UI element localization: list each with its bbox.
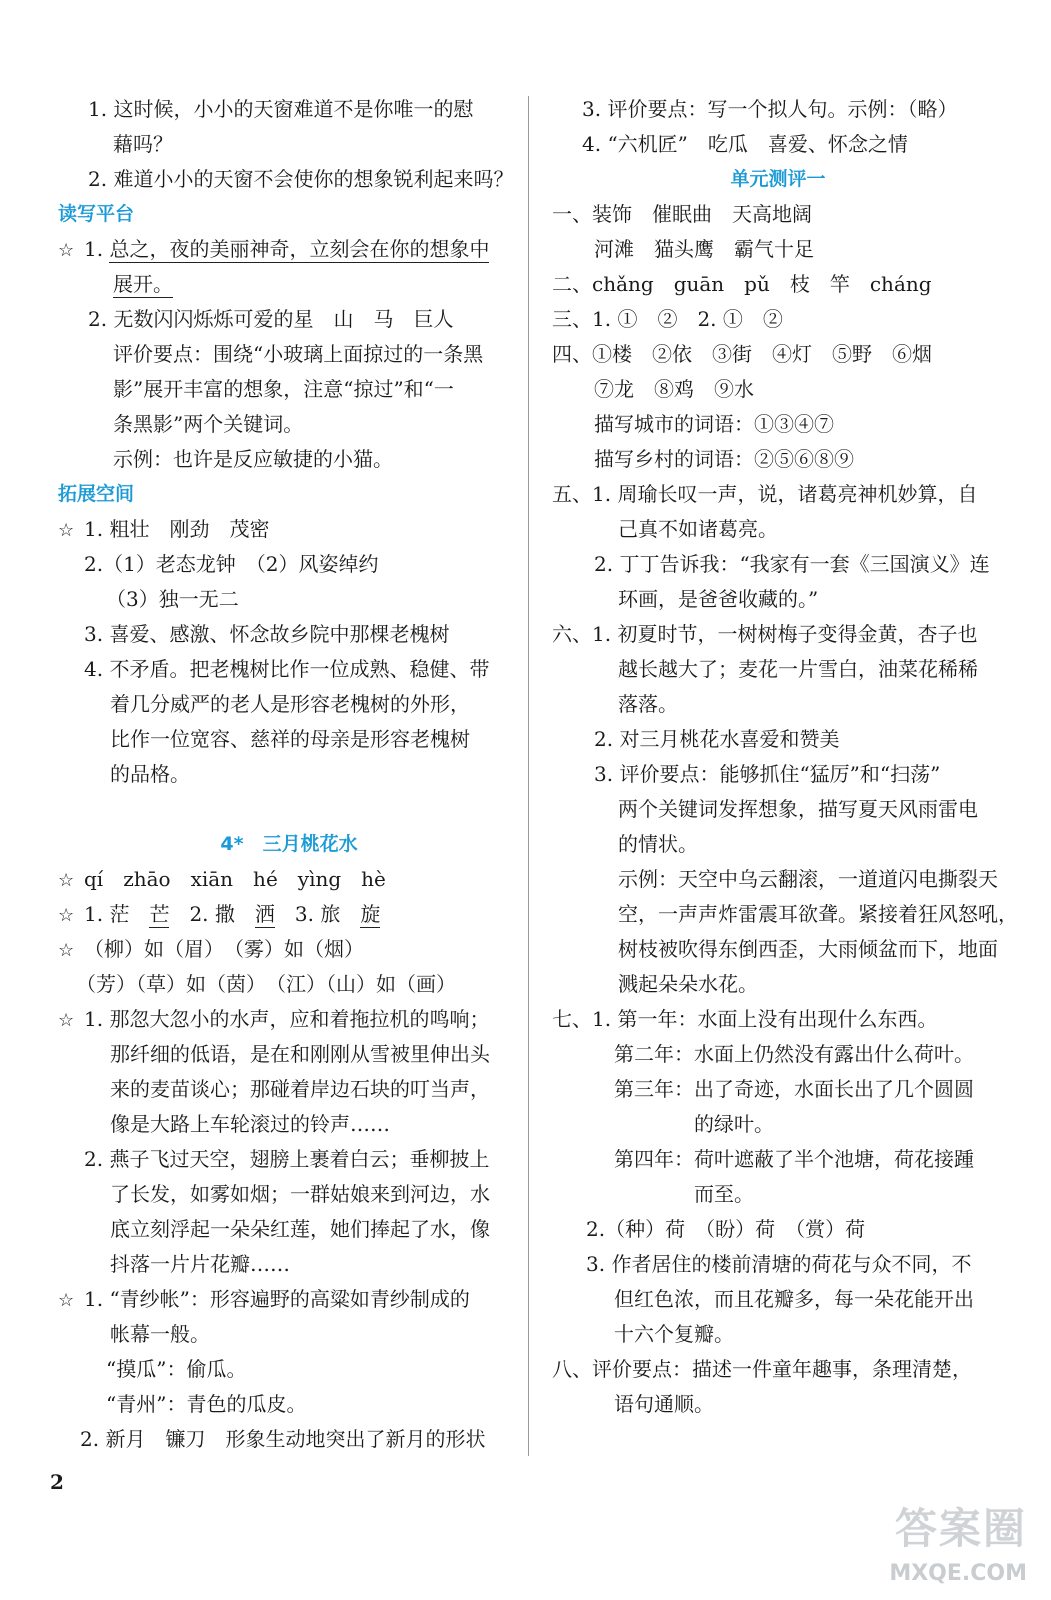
answer-line — [58, 1002, 520, 1037]
answer-line — [58, 442, 520, 477]
star-icon: ☆ — [58, 940, 75, 961]
line-text: 的情状。 — [618, 832, 698, 856]
line-text: 1. 这时候，小小的天窗难道不是你唯一的慰 — [88, 97, 474, 121]
line-text: 3. 评价要点：写一个拟人句。示例：（略） — [582, 97, 958, 121]
underlined-text: 芒 — [149, 902, 170, 926]
answer-line — [58, 407, 520, 442]
answer-line — [58, 1317, 520, 1352]
answer-line — [552, 127, 1004, 162]
answer-line — [552, 1142, 1004, 1177]
line-text: 比作一位宽容、慈祥的母亲是形容老槐树 — [110, 727, 470, 751]
answer-line — [552, 897, 1018, 932]
answer-line — [552, 512, 1004, 547]
line-text: 十六个复瓣。 — [614, 1322, 734, 1346]
line-text: 那纤细的低语，是在和刚刚从雪被里伸出头 — [110, 1042, 490, 1066]
line-text: 2. 无数闪闪烁烁可爱的星 山 马 巨人 — [88, 307, 454, 331]
answer-line — [58, 1282, 520, 1317]
line-text: 帐幕一般。 — [110, 1322, 210, 1346]
answer-line — [552, 687, 1004, 722]
answer-line — [58, 687, 520, 722]
line-text: 树枝被吹得东倒西歪，大雨倾盆而下，地面 — [618, 937, 998, 961]
line-text: 第三年：出了奇迹，水面长出了几个圆圆 — [614, 1077, 974, 1101]
line-text: 评价要点：围绕“小玻璃上面掠过的一条黑 — [113, 342, 484, 366]
line-text: 拓展空间 — [58, 483, 135, 505]
line-text: 3. 旅 — [274, 902, 361, 926]
answer-line — [58, 337, 520, 372]
answer-line — [552, 1282, 1004, 1317]
answer-line — [552, 197, 1004, 232]
line-text: 底立刻浮起一朵朵红莲，她们捧起了水，像 — [110, 1217, 490, 1241]
answer-line — [552, 827, 1004, 862]
answer-line — [58, 967, 520, 1002]
answer-line — [58, 302, 520, 337]
answer-line — [58, 1142, 520, 1177]
line-text: 抖落一片片花瓣…… — [110, 1252, 290, 1276]
right-column — [552, 92, 1018, 1422]
answer-line — [58, 1212, 520, 1247]
star-icon: ☆ — [58, 905, 75, 926]
line-text: 4. “六机匠” 吃瓜 喜爱、怀念之情 — [582, 132, 908, 156]
answer-line — [552, 1387, 1004, 1422]
line-text: 1. — [84, 237, 110, 261]
line-text: 落落。 — [618, 692, 678, 716]
line-text: ⑦龙 ⑧鸡 ⑨水 — [594, 377, 754, 401]
line-text: 读写平台 — [58, 203, 135, 225]
line-text: 来的麦苗谈心；那碰着岸边石块的叮当声， — [110, 1077, 490, 1101]
line-text: 3. 评价要点：能够抓住“猛厉”和“扫荡” — [594, 762, 941, 786]
line-text: 1. 粗壮 刚劲 茂密 — [84, 517, 270, 541]
answer-line — [552, 862, 1004, 897]
answer-line — [552, 967, 1004, 1002]
answer-line — [58, 512, 520, 547]
answer-line — [552, 617, 1004, 652]
line-text: 五、1. 周瑜长叹一声，说，诸葛亮神机妙算，自 — [552, 482, 978, 506]
page-number: 2 — [50, 1470, 64, 1494]
answer-line — [58, 617, 520, 652]
answer-line — [58, 897, 520, 932]
line-text: 4. 不矛盾。把老槐树比作一位成熟、稳健、带 — [84, 657, 490, 681]
answer-line — [552, 757, 1004, 792]
answer-line — [58, 372, 520, 407]
line-text: 己真不如诸葛亮。 — [618, 517, 778, 541]
answer-line — [552, 92, 1004, 127]
answer-line — [552, 792, 1004, 827]
line-text: 溅起朵朵水花。 — [618, 972, 758, 996]
watermark-main: 答案圈 — [894, 1504, 1027, 1553]
answer-line — [552, 1107, 1004, 1142]
answer-line — [58, 1247, 520, 1282]
section-title — [552, 162, 1004, 197]
answer-line — [552, 547, 1004, 582]
line-text: 2. 丁丁告诉我：“我家有一套《三国演义》连 — [594, 552, 990, 576]
line-text: 二、chǎng guān pǔ 枝 竿 cháng — [552, 272, 932, 296]
line-text: 两个关键词发挥想象，描写夏天风雨雷电 — [618, 797, 978, 821]
line-text: 的品格。 — [110, 762, 190, 786]
line-text: 七、1. 第一年：水面上没有出现什么东西。 — [552, 1007, 938, 1031]
underlined-text: 展开。 — [113, 272, 173, 296]
line-text: qí zhāo xiān hé yìng hè — [84, 867, 386, 891]
line-text: 八、评价要点：描述一件童年趣事，条理清楚， — [552, 1357, 972, 1381]
line-text: 描写乡村的词语：②⑤⑥⑧⑨ — [594, 447, 854, 471]
line-text: 一、装饰 催眠曲 天高地阔 — [552, 202, 812, 226]
answer-line — [552, 337, 1004, 372]
line-text: 着几分威严的老人是形容老槐树的外形， — [110, 692, 470, 716]
star-icon: ☆ — [58, 1290, 75, 1311]
line-text: 2.（种）荷 （盼）荷 （赏）荷 — [586, 1217, 866, 1241]
line-text: 藉吗？ — [113, 132, 173, 156]
section-heading — [58, 197, 520, 232]
answer-line — [552, 372, 1004, 407]
answer-line — [58, 582, 520, 617]
underlined-text: 洒 — [254, 902, 275, 926]
star-icon: ☆ — [58, 870, 75, 891]
answer-line — [58, 792, 520, 827]
line-text: （芳）（草）如（茵） （江）（山）如（画） — [76, 972, 456, 996]
line-text: 3. 作者居住的楼前清塘的荷花与众不同，不 — [586, 1252, 972, 1276]
answer-line — [58, 92, 520, 127]
line-text: 示例：也许是反应敏捷的小猫。 — [113, 447, 393, 471]
line-text: 河滩 猫头鹰 霸气十足 — [594, 237, 814, 261]
answer-line — [552, 1352, 1004, 1387]
answer-line — [58, 652, 520, 687]
column-divider — [528, 96, 529, 1456]
line-text: （3）独一无二 — [106, 587, 239, 611]
line-text: 2. 难道小小的天窗不会使你的想象锐利起来吗？ — [88, 167, 514, 191]
line-text: 四、①楼 ②依 ③街 ④灯 ⑤野 ⑥烟 — [552, 342, 932, 366]
answer-line — [552, 1212, 1004, 1247]
answer-line — [58, 547, 520, 582]
answer-line — [552, 1037, 1004, 1072]
line-text: 2. 燕子飞过天空，翅膀上裹着白云；垂柳披上 — [84, 1147, 490, 1171]
line-text: 2. 对三月桃花水喜爱和赞美 — [594, 727, 840, 751]
line-text: 单元测评一 — [730, 168, 826, 190]
answer-line — [552, 442, 1004, 477]
answer-line — [58, 862, 520, 897]
line-text: 三、1. ① ② 2. ① ② — [552, 307, 783, 331]
line-text: 描写城市的词语：①③④⑦ — [594, 412, 834, 436]
underlined-text: 旋 — [360, 902, 381, 926]
line-text: 像是大路上车轮滚过的铃声…… — [110, 1112, 390, 1136]
answer-line — [58, 1352, 520, 1387]
answer-line — [58, 757, 520, 792]
line-text: 第四年：荷叶遮蔽了半个池塘，荷花接踵 — [614, 1147, 974, 1171]
answer-line — [58, 1107, 520, 1142]
left-column — [58, 92, 520, 1457]
line-text: “摸瓜”：偷瓜。 — [106, 1357, 247, 1381]
answer-line — [58, 162, 520, 197]
line-text: 3. 喜爱、感激、怀念故乡院中那棵老槐树 — [84, 622, 450, 646]
star-icon: ☆ — [58, 1010, 75, 1031]
answer-line — [552, 302, 1004, 337]
answer-line — [552, 722, 1004, 757]
line-text: 2. 新月 镰刀 形象生动地突出了新月的形状 — [80, 1427, 486, 1451]
answer-line — [552, 407, 1004, 442]
answer-line — [58, 1037, 520, 1072]
line-text: 而至。 — [694, 1182, 754, 1206]
line-text: 4* 三月桃花水 — [220, 833, 358, 855]
answer-line — [552, 1072, 1004, 1107]
line-text: 2.（1）老态龙钟 （2）风姿绰约 — [84, 552, 379, 576]
answer-line — [58, 722, 520, 757]
line-text: 空，一声声炸雷震耳欲聋。紧接着狂风怒吼， — [618, 902, 1018, 926]
section-heading — [58, 477, 520, 512]
answer-line — [58, 1422, 520, 1457]
line-text: 越长越大了；麦花一片雪白，油菜花稀稀 — [618, 657, 978, 681]
line-text: 影”展开丰富的想象，注意“掠过”和“一 — [113, 377, 454, 401]
answer-line — [58, 932, 520, 967]
line-text: 条黑影”两个关键词。 — [113, 412, 304, 436]
answer-line — [552, 267, 1004, 302]
answer-line — [58, 1387, 520, 1422]
line-text: 六、1. 初夏时节，一树树梅子变得金黄，杏子也 — [552, 622, 978, 646]
line-text: 2. 撒 — [169, 902, 255, 926]
answer-line — [552, 477, 1004, 512]
answer-line — [58, 1177, 520, 1212]
underlined-text: 总之，夜的美丽神奇，立刻会在你的想象中 — [109, 237, 490, 261]
answer-line — [58, 1072, 520, 1107]
line-text: 1. 那忽大忽小的水声，应和着拖拉机的鸣响； — [84, 1007, 490, 1031]
answer-line — [552, 652, 1004, 687]
line-text: “青州”：青色的瓜皮。 — [106, 1392, 307, 1416]
line-text: 1. 茫 — [84, 902, 150, 926]
star-icon: ☆ — [58, 520, 75, 541]
line-text: 1. “青纱帐”：形容遍野的高粱如青纱制成的 — [84, 1287, 470, 1311]
section-title — [58, 827, 520, 862]
answer-line — [58, 267, 520, 302]
answer-line — [552, 582, 1004, 617]
line-text: （柳）如（眉） （雾）如（烟） — [84, 937, 364, 961]
line-text: 语句通顺。 — [614, 1392, 714, 1416]
line-text: 示例：天空中乌云翻滚，一道道闪电撕裂天 — [618, 867, 998, 891]
line-text: 第二年：水面上仍然没有露出什么荷叶。 — [614, 1042, 974, 1066]
watermark-sub: MXQE.COM — [889, 1561, 1027, 1586]
answer-line — [552, 932, 1004, 967]
answer-line — [58, 127, 520, 162]
answer-line — [552, 232, 1004, 267]
line-text: 了长发，如雾如烟；一群姑娘来到河边，水 — [110, 1182, 490, 1206]
answer-line — [552, 1247, 1004, 1282]
answer-line — [552, 1002, 1004, 1037]
line-text: 的绿叶。 — [694, 1112, 774, 1136]
answer-line — [552, 1177, 1004, 1212]
watermark-logo — [881, 1496, 1031, 1586]
star-icon: ☆ — [58, 240, 75, 261]
line-text: 但红色浓，而且花瓣多，每一朵花能开出 — [614, 1287, 974, 1311]
answer-line — [552, 1317, 1004, 1352]
line-text: 环画，是爸爸收藏的。” — [618, 587, 819, 611]
answer-line — [58, 232, 520, 267]
